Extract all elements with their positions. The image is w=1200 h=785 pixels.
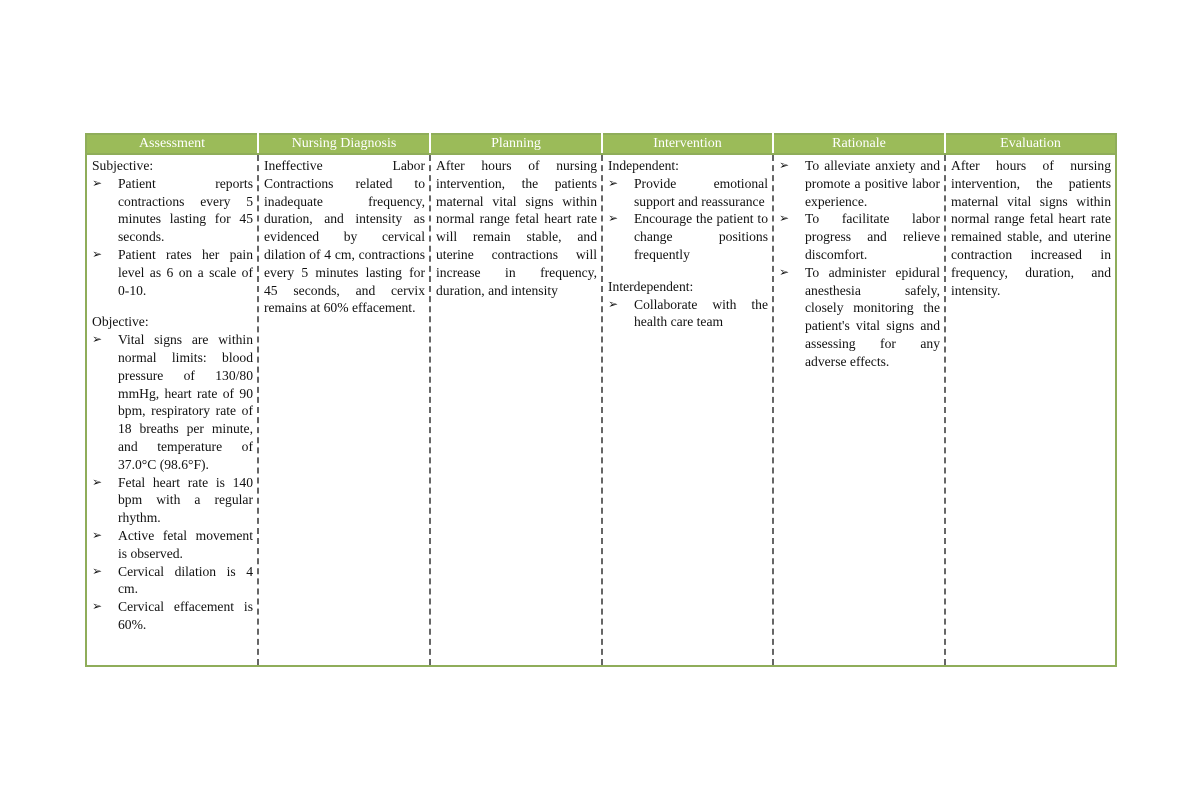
header-planning: Planning <box>430 134 602 154</box>
list-item: ➢ Cervical effacement is 60%. <box>92 599 253 632</box>
evaluation-text: After hours of nursing intervention, the patients maternal vital signs within normal range fetal heart rate remained stable, and uterine contraction increased in frequency, duration, and intensity. <box>951 158 1111 298</box>
rationale-list <box>779 157 940 371</box>
interdependent-list <box>608 296 768 332</box>
intervention-cell <box>602 154 773 666</box>
list-item: ➢ To alleviate anxiety and promote a positive labor experience. <box>779 158 940 209</box>
header-nursing-diagnosis: Nursing Diagnosis <box>258 134 430 154</box>
list-item: ➢ Patient reports contractions every 5 minutes lasting for 45 seconds. <box>92 175 253 245</box>
header-rationale: Rationale <box>773 134 945 154</box>
planning-cell <box>430 154 602 666</box>
arrow-bullet-icon: ➢ <box>608 211 619 226</box>
objective-list <box>92 331 253 634</box>
list-item: ➢ To facilitate labor progress and relieve discomfort. <box>779 211 940 262</box>
arrow-bullet-icon: ➢ <box>92 332 103 347</box>
list-item: ➢ Cervical dilation is 4 cm. <box>92 563 253 597</box>
list-item: ➢ Provide emotional support and reassurance <box>608 175 768 209</box>
content-row <box>86 154 1116 666</box>
header-assessment: Assessment <box>86 134 258 154</box>
subjective-list <box>92 175 253 300</box>
arrow-bullet-icon: ➢ <box>608 296 619 311</box>
arrow-bullet-icon: ➢ <box>779 264 790 279</box>
rationale-cell <box>773 154 945 666</box>
evaluation-cell <box>945 154 1116 666</box>
list-item: ➢ To administer epidural anesthesia safely, closely monitoring the patient's vital signs and assessing for any adverse effects. <box>779 264 940 369</box>
header-intervention: Intervention <box>602 134 773 154</box>
arrow-bullet-icon: ➢ <box>779 158 790 172</box>
arrow-bullet-icon: ➢ <box>92 563 103 578</box>
list-item: ➢ Encourage the patient to change positions frequently <box>608 211 768 262</box>
list-item: ➢ Active fetal movement is observed. <box>92 527 253 561</box>
arrow-bullet-icon: ➢ <box>92 599 103 614</box>
nursing-care-plan-table <box>85 133 1117 667</box>
planning-text: After hours of nursing intervention, the patients maternal vital signs within normal range fetal heart rate will remain stable, and uterine contractions will increase in frequency, duration, and intensity <box>436 158 597 298</box>
arrow-bullet-icon: ➢ <box>779 211 790 226</box>
arrow-bullet-icon: ➢ <box>92 175 103 190</box>
independent-label: Independent: <box>608 158 679 173</box>
diagnosis-text: Ineffective Labor Contractions related to inadequate frequency, duration, and intensity as evidenced by cervical dilation of 4 cm, contractions every 5 minutes lasting for 45 seconds, and cervix remains at 60% effacement. <box>264 158 425 316</box>
interdependent-label: Interdependent: <box>608 278 694 294</box>
list-item: ➢ Fetal heart rate is 140 bpm with a regular rhythm. <box>92 474 253 526</box>
header-evaluation: Evaluation <box>945 134 1116 154</box>
list-item: ➢ Vital signs are within normal limits: blood pressure of 130/80 mmHg, heart rate of 90 bpm, respiratory rate of 18 breaths per minute, and temperature of 37.0°C (98.6°F). <box>92 332 253 472</box>
assessment-cell <box>86 154 258 666</box>
objective-label: Objective: <box>92 314 149 330</box>
independent-list <box>608 175 768 264</box>
nursing-diagnosis-cell <box>258 154 430 666</box>
list-item: ➢ Collaborate with the health care team <box>608 296 768 330</box>
arrow-bullet-icon: ➢ <box>92 246 103 261</box>
subjective-label: Subjective: <box>92 158 154 173</box>
list-item: ➢ Patient rates her pain level as 6 on a scale of 0-10. <box>92 246 253 298</box>
arrow-bullet-icon: ➢ <box>92 474 103 489</box>
arrow-bullet-icon: ➢ <box>92 527 103 542</box>
header-row <box>86 134 1116 154</box>
arrow-bullet-icon: ➢ <box>608 175 619 190</box>
